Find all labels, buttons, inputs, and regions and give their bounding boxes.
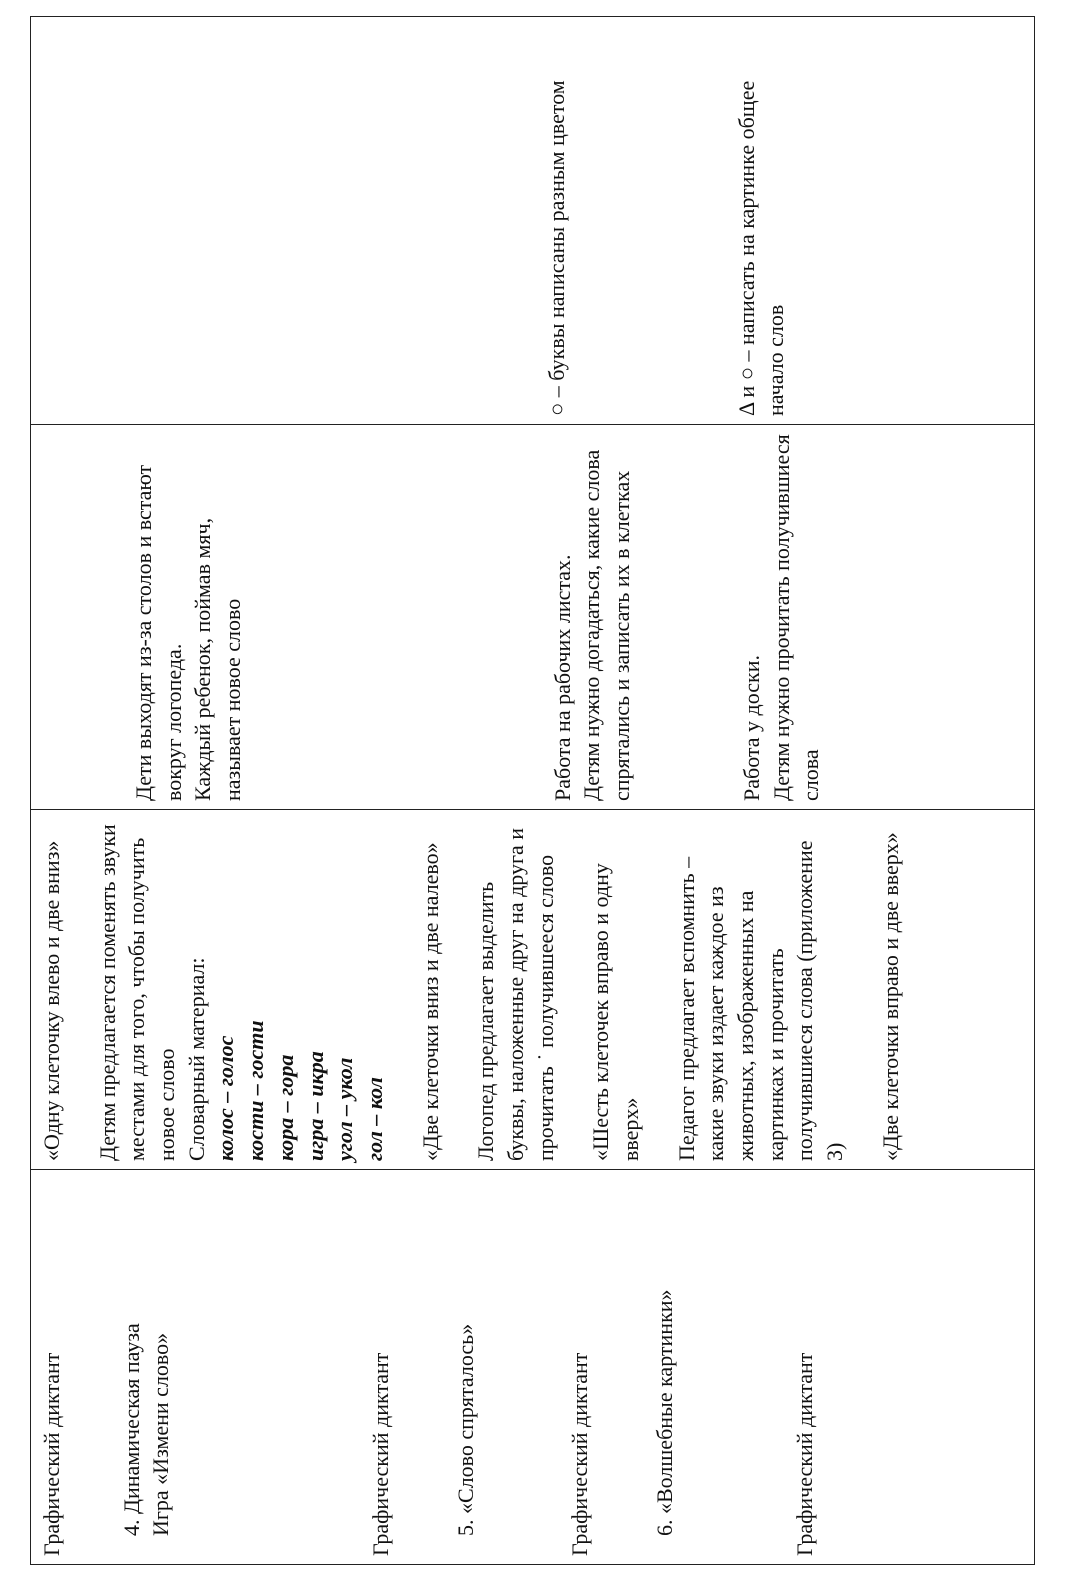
stage-4-subtitle: Игра «Измени слово» <box>148 1332 174 1536</box>
vocabulary-list <box>211 818 389 1161</box>
dictation-instruction-3: «Шесть клеточек вправо и одну вверх» <box>588 863 643 1161</box>
stage-5-activity-line-2: Детям нужно догадаться, какие слова спрятались и записать их в клетках <box>579 449 635 801</box>
stages-column <box>31 1170 1035 1565</box>
graphic-dictation-label-2: Графический диктант <box>368 1352 394 1556</box>
stage-4-task: Детям предлагается поменять звуки местами для того, чтобы получить новое слово <box>94 824 180 1161</box>
stage-6-task: Педагог предлагает вспомнить – какие звуки издает каждое из животных, изображенных на картинках и прочитать получившиеся слова (приложение 3) <box>673 840 848 1161</box>
vocab-pair: колос – голос <box>213 1035 239 1161</box>
lesson-plan-table <box>30 16 1035 1565</box>
vocabulary-label: Словарный материал: <box>183 957 209 1161</box>
graphic-dictation-label-4: Графический диктант <box>791 1352 817 1556</box>
stage-5-activity-line-1: Работа на рабочих листах. <box>549 554 575 801</box>
stage-6-note: Δ и ○ – написать на картинке общее начало слов <box>733 80 789 416</box>
stage-4-activity-line-1: Дети выходят из-за столов и встают вокруг логопеда. <box>131 464 186 801</box>
content-column <box>31 810 1035 1170</box>
stage-5-note: ○ – буквы написаны разным цветом <box>544 80 569 416</box>
vocab-pair: игра – икра <box>302 1051 328 1161</box>
stage-4-title: 4. Динамическая пауза <box>118 1323 144 1536</box>
vocab-pair: угол – укол <box>332 1057 358 1161</box>
stage-6-activity-line-2: Детям нужно прочитать получившиеся слова <box>768 434 824 801</box>
graphic-dictation-label-3: Графический диктант <box>567 1352 593 1556</box>
vocab-pair: гол – кол <box>361 1077 387 1161</box>
stage-5-task: Логопед предлагает выделить буквы, наложенные друг на друга и прочитать ˙ получившееся слово <box>473 827 558 1161</box>
dictation-instruction-4: «Две клеточки вправо и две вверх» <box>877 832 903 1161</box>
stage-6-title: 6. «Волшебные картинки» <box>652 1289 678 1536</box>
notes-column <box>31 17 1035 425</box>
dictation-instruction-2: «Две клеточки вниз и две налево» <box>417 842 443 1161</box>
graphic-dictation-label-1: Графический диктант <box>39 1352 64 1556</box>
dictation-instruction-1: «Одну клеточку влево и две вниз» <box>39 840 64 1161</box>
vocab-pair: кора – гора <box>272 1054 298 1161</box>
activity-column <box>31 425 1035 810</box>
stage-4-activity-line-2: Каждый ребенок, поймав мяч, называет новое слово <box>190 517 246 801</box>
vocab-pair: кости – гости <box>243 1020 269 1161</box>
stage-5-title: 5. «Слово спряталось» <box>452 1323 478 1536</box>
stage-6-activity-line-1: Работа у доски. <box>738 654 764 801</box>
